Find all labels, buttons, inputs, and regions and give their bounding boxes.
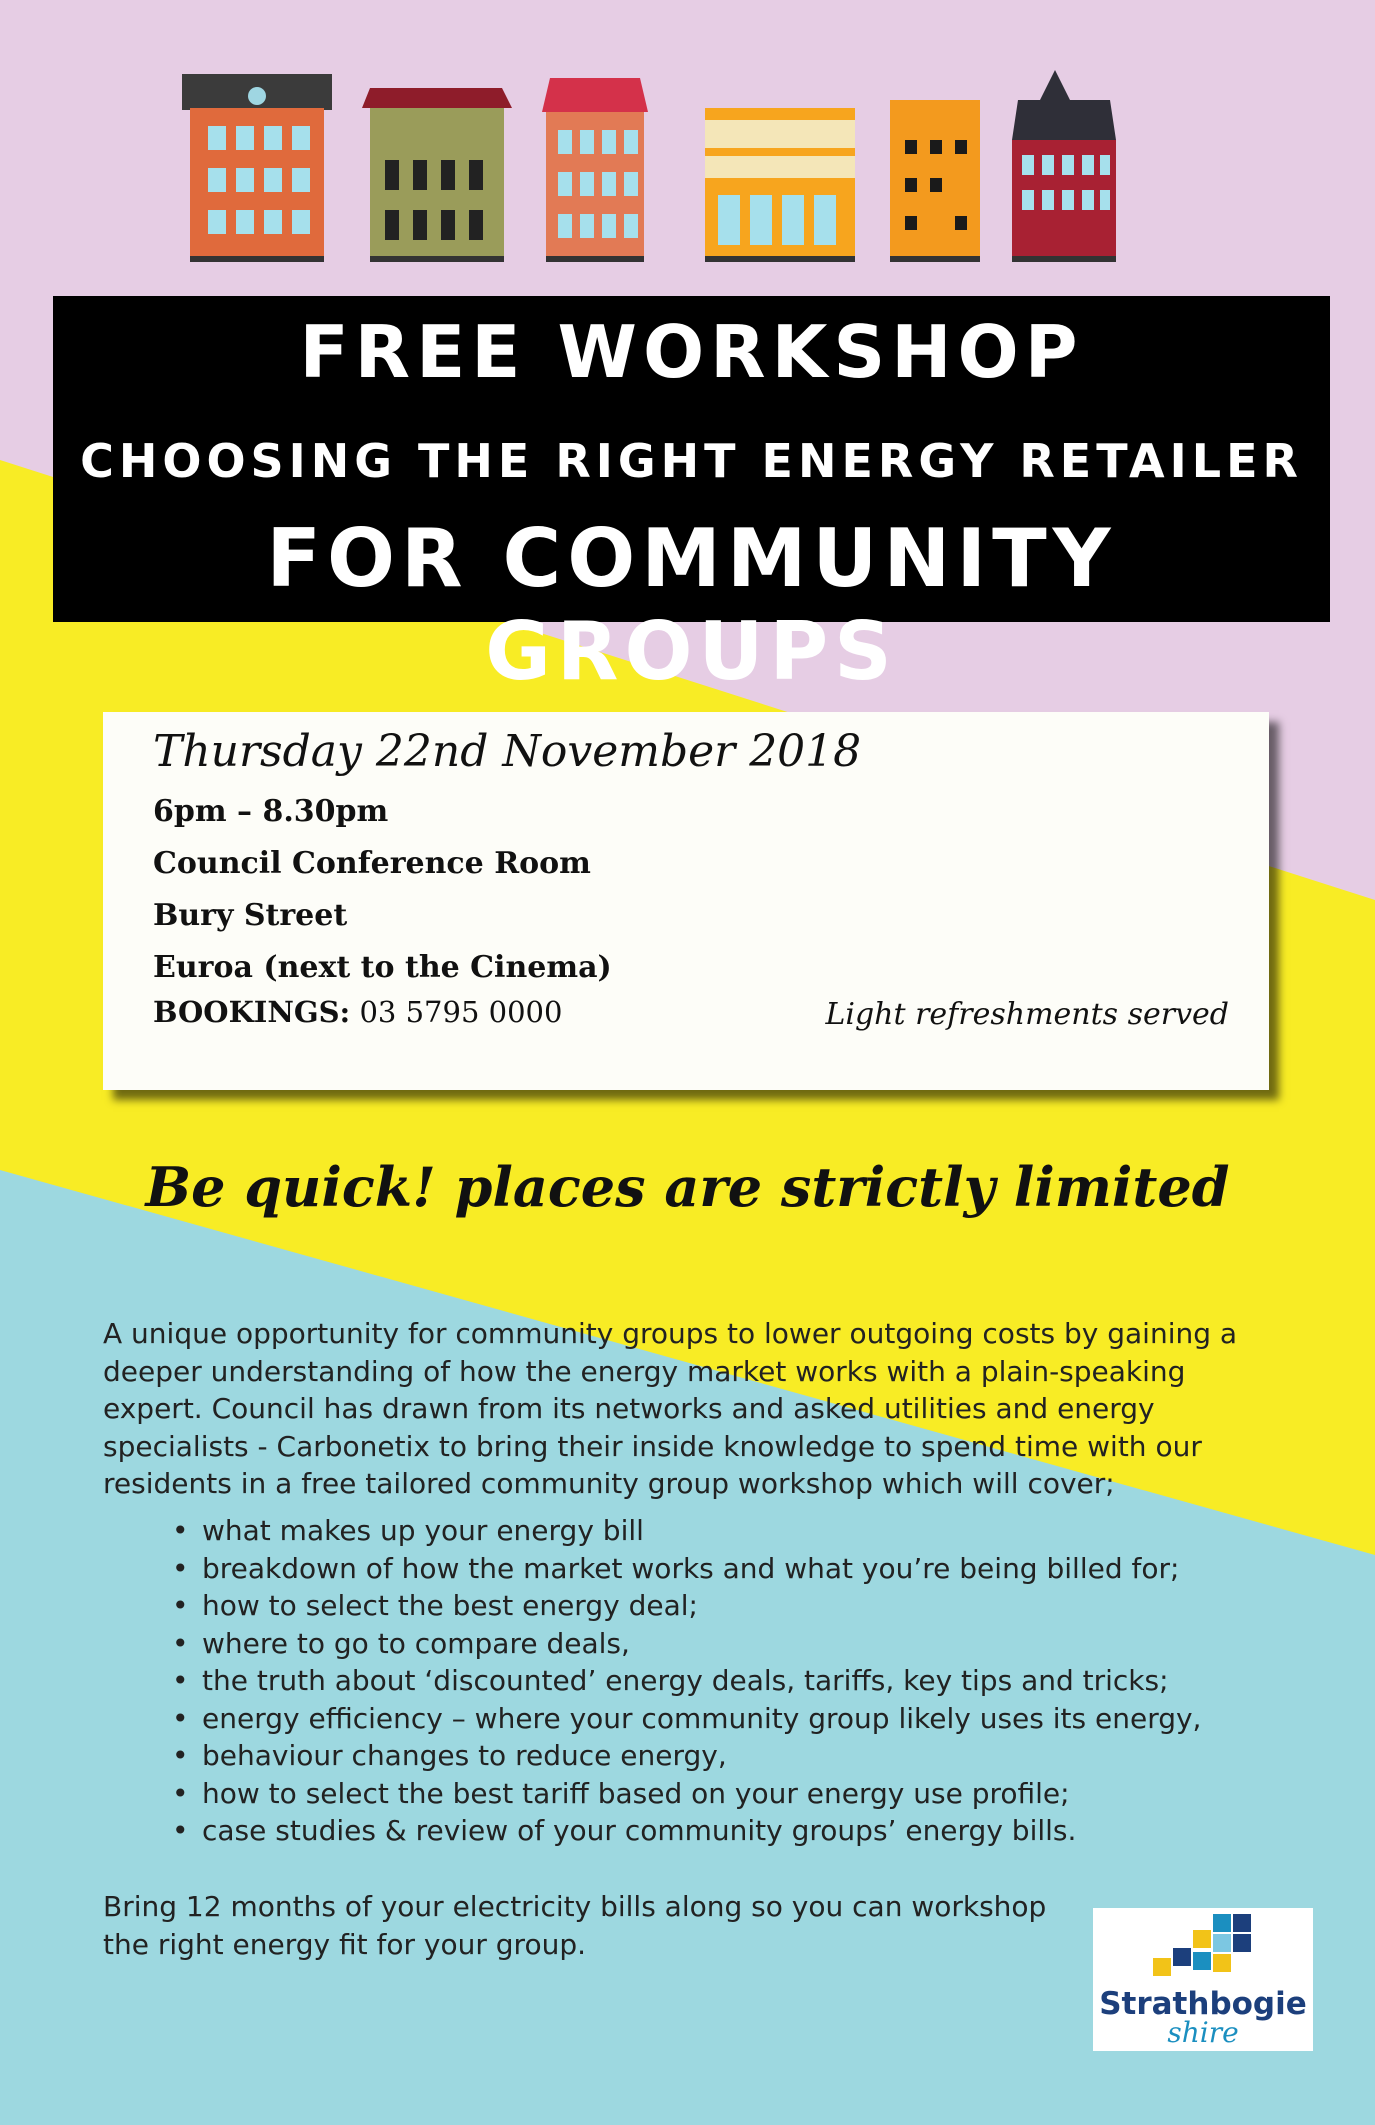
intro-line: A unique opportunity for community groups to lower outgoing costs by gaining a bbox=[103, 1317, 1238, 1350]
event-details-card bbox=[103, 712, 1269, 1090]
event-street: Bury Street bbox=[153, 898, 348, 933]
list-item: • how to select the best tariff based on your energy use profile; bbox=[172, 1775, 1292, 1813]
intro-line: residents in a free tailored community group workshop which will cover; bbox=[103, 1467, 1115, 1500]
list-item: • case studies & review of your community groups’ energy bills. bbox=[172, 1812, 1292, 1850]
bookings-label: BOOKINGS: bbox=[153, 995, 351, 1029]
banner-audience: FOR COMMUNITY GROUPS bbox=[266, 512, 1117, 698]
bookings-phone: 03 5795 0000 bbox=[359, 995, 563, 1029]
event-time: 6pm – 8.30pm bbox=[153, 794, 389, 829]
building-2 bbox=[362, 88, 512, 262]
logo-word: Strathbogie bbox=[1099, 1986, 1307, 2022]
intro-line: expert. Council has drawn from its networks and asked utilities and energy bbox=[103, 1392, 1155, 1425]
logo-subword: shire bbox=[1167, 2016, 1239, 2049]
topics-list bbox=[172, 1512, 1292, 1850]
list-item: • energy efficiency – where your community group likely uses its energy, bbox=[172, 1700, 1292, 1738]
bookings-line bbox=[153, 995, 562, 1029]
refreshments-note: Light refreshments served bbox=[825, 997, 1229, 1032]
list-item: • how to select the best energy deal; bbox=[172, 1587, 1292, 1625]
list-item: • behaviour changes to reduce energy, bbox=[172, 1737, 1292, 1775]
buildings-illustration bbox=[170, 60, 1170, 275]
strathbogie-shire-logo bbox=[1093, 1908, 1313, 2051]
banner-title: FREE WORKSHOP bbox=[299, 310, 1084, 394]
building-6 bbox=[1012, 70, 1116, 262]
list-item: • what makes up your energy bill bbox=[172, 1512, 1292, 1550]
building-4 bbox=[705, 108, 855, 262]
list-item: • the truth about ‘discounted’ energy deals, tariffs, key tips and tricks; bbox=[172, 1662, 1292, 1700]
bring-line: the right energy fit for your group. bbox=[103, 1927, 586, 1961]
event-town: Euroa (next to the Cinema) bbox=[153, 950, 612, 985]
list-item: • breakdown of how the market works and what you’re being billed for; bbox=[172, 1550, 1292, 1588]
logo-squares-icon bbox=[1093, 1908, 1313, 1988]
intro-line: deeper understanding of how the energy market works with a plain-speaking bbox=[103, 1354, 1186, 1388]
banner-subtitle: CHOOSING THE RIGHT ENERGY RETAILER bbox=[80, 434, 1303, 488]
title-banner bbox=[53, 296, 1330, 698]
intro-paragraph bbox=[103, 1315, 1293, 1503]
building-5 bbox=[890, 100, 980, 262]
bring-line: Bring 12 months of your electricity bills along so you can workshop bbox=[103, 1890, 1047, 1923]
intro-line: specialists - Carbonetix to bring their inside knowledge to spend time with our bbox=[103, 1429, 1202, 1463]
event-venue: Council Conference Room bbox=[153, 846, 591, 881]
bring-bills-note bbox=[103, 1888, 1083, 1963]
building-3 bbox=[542, 78, 648, 262]
building-1 bbox=[182, 74, 332, 262]
event-date: Thursday 22nd November 2018 bbox=[153, 726, 862, 777]
list-item: • where to go to compare deals, bbox=[172, 1625, 1292, 1663]
places-limited-callout: Be quick! places are strictly limited bbox=[145, 1155, 1230, 1219]
